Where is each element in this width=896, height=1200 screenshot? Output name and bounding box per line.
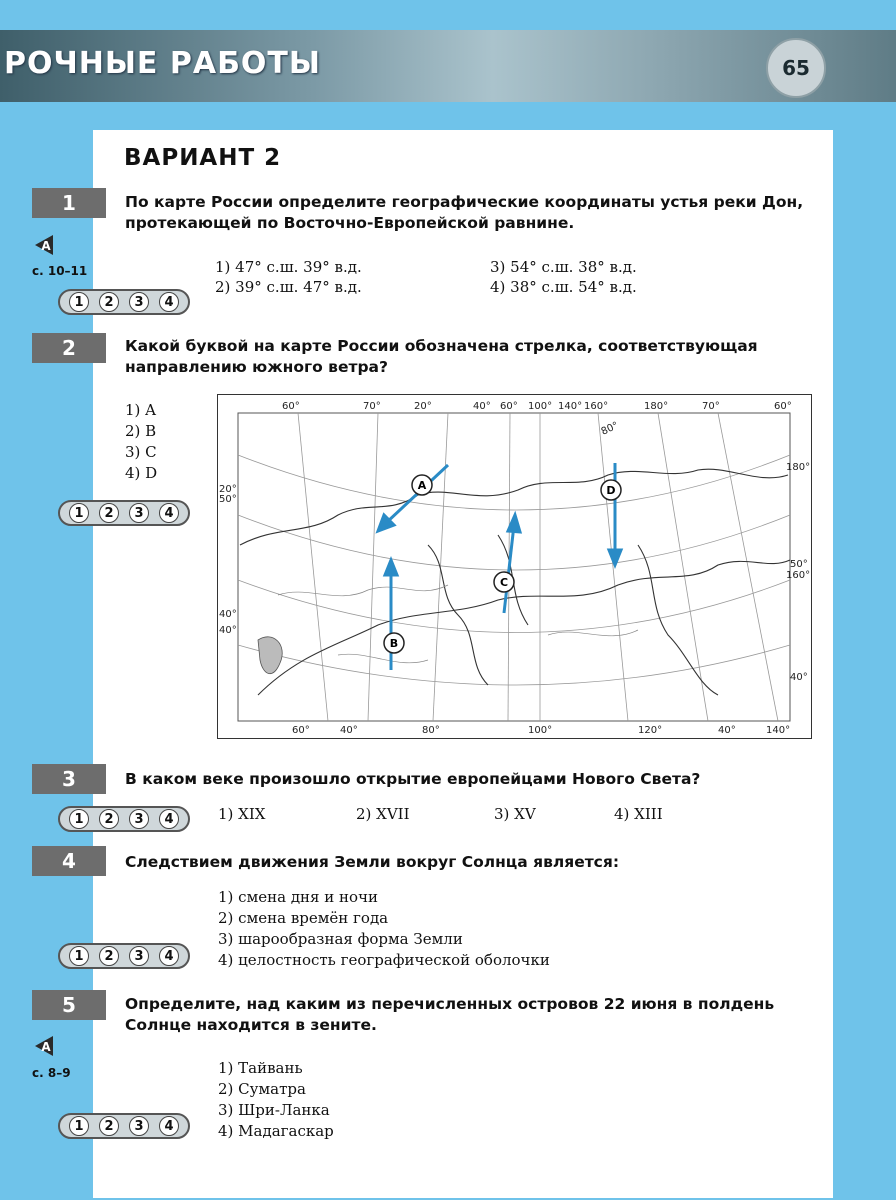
question-1-option-1: 1) 47° с.ш. 39° в.д.	[215, 258, 362, 276]
header-title: РОЧНЫЕ РАБОТЫ	[4, 46, 321, 81]
map-marker-c	[494, 572, 514, 592]
svg-text:C: C	[499, 576, 509, 589]
answer-circle-2[interactable]: 2	[99, 809, 119, 829]
russia-map	[217, 394, 812, 739]
map-top-label: 70°	[363, 401, 381, 412]
map-top-label: 140°	[558, 401, 583, 412]
question-5-answer-circles[interactable]	[58, 1113, 190, 1139]
question-4-option-4: 4) целостность географической оболочки	[218, 951, 550, 969]
header-banner	[0, 30, 896, 102]
answer-circle-2[interactable]: 2	[99, 1116, 119, 1136]
question-4-answer-circles[interactable]	[58, 943, 190, 969]
question-2-option-3: 3) C	[125, 443, 157, 461]
question-2-option-1: 1) A	[125, 401, 156, 419]
answer-circle-1[interactable]: 1	[69, 946, 89, 966]
question-5-number: 5	[32, 990, 106, 1020]
question-1-text: По карте России определите географические координаты устья реки Дон, протекающей по Восточно-Европейской равнине.	[125, 193, 804, 232]
question-1-number: 1	[32, 188, 106, 218]
map-top-label: 100°	[528, 401, 553, 412]
question-3-option-3: 3) XV	[494, 805, 536, 823]
answer-circle-3[interactable]: 3	[129, 503, 149, 523]
question-4-option-3: 3) шарообразная форма Земли	[218, 930, 463, 948]
question-5-text: Определите, над каким из перечисленных островов 22 июня в полдень Солнце находится в зените.	[125, 995, 775, 1034]
map-left-label: 20°	[219, 484, 237, 495]
answer-circle-3[interactable]: 3	[129, 1116, 149, 1136]
map-top-label: 20°	[414, 401, 432, 412]
map-left-label: 40°	[219, 625, 237, 636]
question-2-text: Какой буквой на карте России обозначена стрелка, соответствующая направлению южного ветра?	[125, 337, 758, 376]
map-marker-b	[384, 633, 404, 653]
map-bottom-label: 40°	[340, 725, 358, 736]
answer-circle-3[interactable]: 3	[129, 946, 149, 966]
question-5-option-4: 4) Мадагаскар	[218, 1122, 334, 1140]
question-3-option-1: 1) XIX	[218, 805, 266, 823]
russia-map-drawing	[218, 395, 813, 740]
map-right-label: 50°	[790, 559, 808, 570]
svg-text:B: B	[389, 637, 399, 650]
answer-circle-4[interactable]: 4	[159, 946, 179, 966]
question-5-option-3: 3) Шри-Ланка	[218, 1101, 330, 1119]
map-left-label: 40°	[219, 609, 237, 620]
map-bottom-label: 80°	[422, 725, 440, 736]
map-bottom-label: 60°	[292, 725, 310, 736]
answer-circle-4[interactable]: 4	[159, 1116, 179, 1136]
question-4-text: Следствием движения Земли вокруг Солнца является:	[125, 853, 620, 871]
question-3-text: В каком веке произошло открытие европейцами Нового Света?	[125, 770, 701, 788]
map-marker-a	[412, 475, 432, 495]
answer-circle-1[interactable]: 1	[69, 292, 89, 312]
question-1-option-3: 3) 54° с.ш. 38° в.д.	[490, 258, 637, 276]
map-right-label: 40°	[790, 672, 808, 683]
answer-circle-4[interactable]: 4	[159, 809, 179, 829]
map-top-label: 60°	[282, 401, 300, 412]
question-1-option-2: 2) 39° с.ш. 47° в.д.	[215, 278, 362, 296]
question-5-option-1: 1) Тайвань	[218, 1059, 303, 1077]
question-2-option-2: 2) B	[125, 422, 157, 440]
question-3-option-2: 2) XVII	[356, 805, 410, 823]
answer-circle-1[interactable]: 1	[69, 809, 89, 829]
map-right-label: 160°	[786, 570, 811, 581]
question-5-option-2: 2) Суматра	[218, 1080, 306, 1098]
map-marker-d	[601, 480, 621, 500]
answer-circle-1[interactable]: 1	[69, 1116, 89, 1136]
map-bottom-label: 120°	[638, 725, 663, 736]
answer-circle-3[interactable]: 3	[129, 809, 149, 829]
question-4-option-2: 2) смена времён года	[218, 909, 389, 927]
level-a-letter: A	[41, 1040, 51, 1054]
question-1-option-4: 4) 38° с.ш. 54° в.д.	[490, 278, 637, 296]
map-top-label: 160°	[584, 401, 609, 412]
map-bottom-label: 100°	[528, 725, 553, 736]
answer-circle-4[interactable]: 4	[159, 292, 179, 312]
variant-heading: ВАРИАНТ 2	[124, 145, 282, 171]
map-top-label: 70°	[702, 401, 720, 412]
map-top-label: 40°	[473, 401, 491, 412]
map-bottom-label: 140°	[766, 725, 791, 736]
level-a-icon	[33, 1034, 57, 1058]
map-left-label: 50°	[219, 494, 237, 505]
level-a-icon	[33, 233, 57, 257]
answer-circle-2[interactable]: 2	[99, 503, 119, 523]
answer-circle-2[interactable]: 2	[99, 292, 119, 312]
map-right-label: 180°	[786, 462, 811, 473]
question-1-answer-circles[interactable]	[58, 289, 190, 315]
question-3-answer-circles[interactable]	[58, 806, 190, 832]
answer-circle-1[interactable]: 1	[69, 503, 89, 523]
map-bottom-label: 40°	[718, 725, 736, 736]
question-4-option-1: 1) смена дня и ночи	[218, 888, 378, 906]
answer-circle-4[interactable]: 4	[159, 503, 179, 523]
question-2-number: 2	[32, 333, 106, 363]
svg-text:A: A	[417, 479, 427, 492]
question-2-option-4: 4) D	[125, 464, 158, 482]
map-inner-label: 80°	[599, 420, 621, 438]
answer-circle-3[interactable]: 3	[129, 292, 149, 312]
question-4-number: 4	[32, 846, 106, 876]
map-top-label: 60°	[500, 401, 518, 412]
question-5-page-ref: с. 8–9	[32, 1066, 71, 1080]
map-top-label: 180°	[644, 401, 669, 412]
svg-text:D: D	[606, 484, 616, 497]
page-number: 65	[766, 38, 826, 98]
question-3-option-4: 4) XIII	[614, 805, 663, 823]
question-2-answer-circles[interactable]	[58, 500, 190, 526]
question-3-number: 3	[32, 764, 106, 794]
map-top-label: 60°	[774, 401, 792, 412]
question-1-page-ref: с. 10–11	[32, 264, 88, 278]
answer-circle-2[interactable]: 2	[99, 946, 119, 966]
level-a-letter: A	[41, 239, 51, 253]
